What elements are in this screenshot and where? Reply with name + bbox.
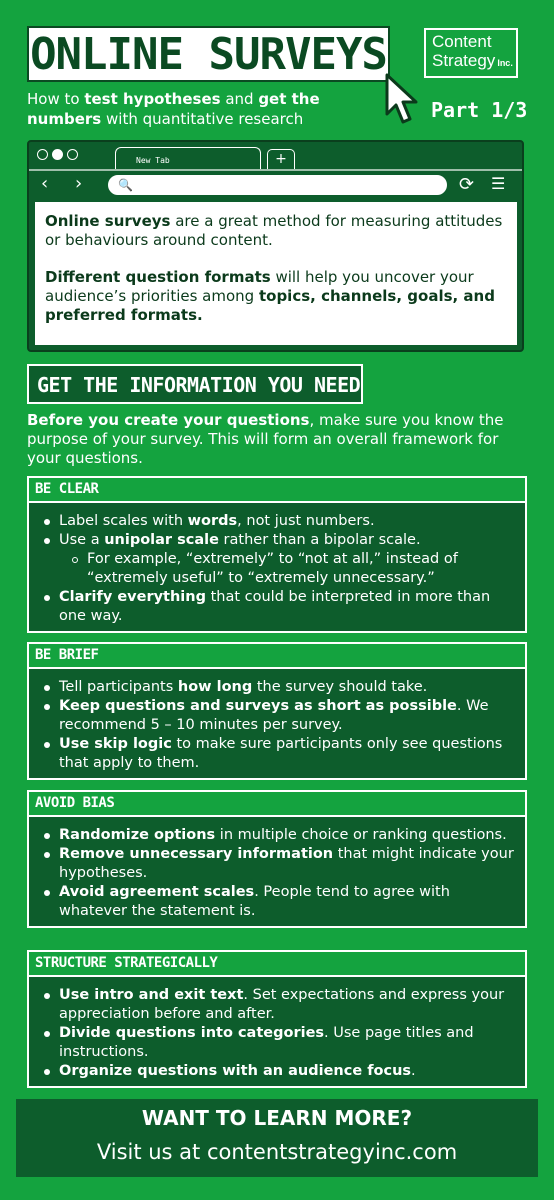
bold-text: Divide questions into categories bbox=[59, 1025, 325, 1041]
card-structure-strategically bbox=[27, 950, 527, 1088]
text: rather than a bipolar scale. bbox=[218, 532, 421, 548]
list-item bbox=[43, 883, 515, 921]
section-heading: GET THE INFORMATION YOU NEED bbox=[27, 364, 363, 404]
bold-text: Remove unnecessary information bbox=[59, 846, 334, 862]
window-dot-icon[interactable] bbox=[37, 149, 48, 160]
section-intro bbox=[27, 411, 527, 468]
card-title: AVOID BIAS bbox=[29, 792, 525, 817]
list-item bbox=[43, 588, 515, 626]
list-item bbox=[43, 697, 515, 735]
list-item bbox=[43, 531, 515, 550]
text: . Use page titles and instructions. bbox=[59, 1025, 474, 1060]
bullet-icon bbox=[44, 685, 50, 691]
list-item bbox=[43, 845, 515, 883]
bold-text: unipolar scale bbox=[104, 532, 219, 548]
text: the survey should take. bbox=[252, 679, 428, 695]
bold-text: Use intro and exit text bbox=[59, 987, 244, 1003]
content-strategy-logo[interactable] bbox=[424, 28, 518, 78]
bullet-icon bbox=[44, 742, 50, 748]
window-dot-icon[interactable] bbox=[52, 149, 63, 160]
list-item bbox=[43, 1024, 515, 1062]
text: are a great method for measuring attitudes or behaviours around content. bbox=[45, 212, 503, 249]
card-title: STRUCTURE STRATEGICALLY bbox=[29, 952, 525, 977]
bold-text: Different question formats bbox=[45, 268, 271, 286]
bullet-icon bbox=[44, 993, 50, 999]
text: in multiple choice or ranking questions. bbox=[215, 827, 507, 843]
card-be-clear bbox=[27, 476, 527, 633]
text: that could be interpreted in more than one way. bbox=[59, 589, 491, 624]
bold-text: Randomize options bbox=[59, 827, 216, 843]
browser-tab[interactable]: New Tab bbox=[115, 147, 261, 169]
bold-text: topics, channels, goals, and preferred formats. bbox=[45, 287, 495, 324]
back-arrow-icon[interactable]: ‹ bbox=[41, 173, 49, 194]
list-item bbox=[43, 986, 515, 1024]
card-title: BE CLEAR bbox=[29, 478, 525, 503]
logo-line-1: Content bbox=[432, 32, 492, 51]
text: Tell participants bbox=[59, 679, 178, 695]
text: , not just numbers. bbox=[237, 513, 375, 529]
list-item bbox=[43, 550, 515, 588]
list-item bbox=[43, 1062, 515, 1081]
text: Use a bbox=[59, 532, 105, 548]
browser-content bbox=[35, 202, 517, 345]
text: . bbox=[411, 1063, 416, 1079]
text: Label scales with bbox=[59, 513, 188, 529]
text: . Set expectations and express your appreciation before and after. bbox=[59, 987, 505, 1022]
bullet-icon bbox=[44, 833, 50, 839]
text: to make sure participants only see questions that apply to them. bbox=[59, 736, 503, 771]
list-item bbox=[43, 826, 515, 845]
bold-text: Clarify everything bbox=[59, 589, 206, 605]
cta-title: WANT TO LEARN MORE? bbox=[141, 1106, 413, 1130]
cta-link[interactable]: Visit us at contentstrategyinc.com bbox=[96, 1140, 458, 1164]
bullet-icon bbox=[44, 519, 50, 525]
bold-text: how long bbox=[177, 679, 253, 695]
browser-paragraph-2 bbox=[45, 268, 507, 325]
bullet-icon bbox=[44, 890, 50, 896]
title-banner bbox=[27, 26, 390, 82]
bullet-icon bbox=[44, 1069, 50, 1075]
bold-text: get the numbers bbox=[27, 90, 320, 128]
text: How to bbox=[27, 90, 85, 108]
bold-text: Use skip logic bbox=[59, 736, 172, 752]
logo-line-2: Strategy bbox=[432, 51, 496, 70]
subtitle bbox=[27, 89, 397, 129]
text: with quantitative research bbox=[101, 110, 304, 128]
window-dot-icon[interactable] bbox=[67, 149, 78, 160]
card-avoid-bias bbox=[27, 790, 527, 928]
list-item bbox=[43, 735, 515, 773]
text: . People tend to agree with whatever the statement is. bbox=[59, 884, 450, 919]
part-label: Part 1/3 bbox=[431, 98, 528, 122]
text: . We recommend 5 – 10 minutes per survey. bbox=[59, 698, 489, 733]
logo-inc: Inc. bbox=[497, 58, 513, 68]
text: will help you uncover your audience’s priorities among bbox=[45, 268, 474, 305]
list-item bbox=[43, 678, 515, 697]
bold-text: Online surveys bbox=[45, 212, 171, 230]
list-item bbox=[43, 512, 515, 531]
bullet-icon bbox=[44, 1031, 50, 1037]
search-icon: 🔍 bbox=[118, 178, 133, 192]
bold-text: Avoid agreement scales bbox=[59, 884, 255, 900]
bullet-icon bbox=[44, 852, 50, 858]
page-title: ONLINE SURVEYS bbox=[30, 28, 387, 80]
bold-text: Organize questions with an audience focus bbox=[59, 1063, 412, 1079]
menu-icon[interactable]: ☰ bbox=[491, 174, 506, 193]
bullet-icon bbox=[44, 704, 50, 710]
browser-paragraph-1 bbox=[45, 212, 507, 250]
forward-arrow-icon[interactable]: › bbox=[75, 173, 83, 194]
bold-text: Before you create your questions bbox=[27, 411, 310, 429]
address-bar[interactable] bbox=[108, 175, 447, 195]
card-title: BE BRIEF bbox=[29, 644, 525, 669]
reload-icon[interactable]: ⟳ bbox=[459, 174, 475, 195]
new-tab-button[interactable]: + bbox=[267, 149, 295, 169]
text: that might indicate your hypotheses. bbox=[59, 846, 514, 881]
card-be-brief bbox=[27, 642, 527, 780]
bullet-icon bbox=[44, 538, 50, 544]
text: and bbox=[220, 90, 259, 108]
bold-text: test hypotheses bbox=[84, 90, 221, 108]
bold-text: words bbox=[187, 513, 238, 529]
bullet-icon bbox=[72, 557, 78, 563]
text: For example, “extremely” to “not at all,” instead of “extremely useful” to “extremely unnecessary.” bbox=[87, 551, 458, 586]
call-to-action bbox=[16, 1099, 538, 1177]
browser-window bbox=[27, 140, 524, 352]
bold-text: Keep questions and surveys as short as possible bbox=[59, 698, 457, 714]
text: , make sure you know the purpose of your survey. This will form an overall framework for your questions. bbox=[27, 411, 504, 467]
bullet-icon bbox=[44, 595, 50, 601]
